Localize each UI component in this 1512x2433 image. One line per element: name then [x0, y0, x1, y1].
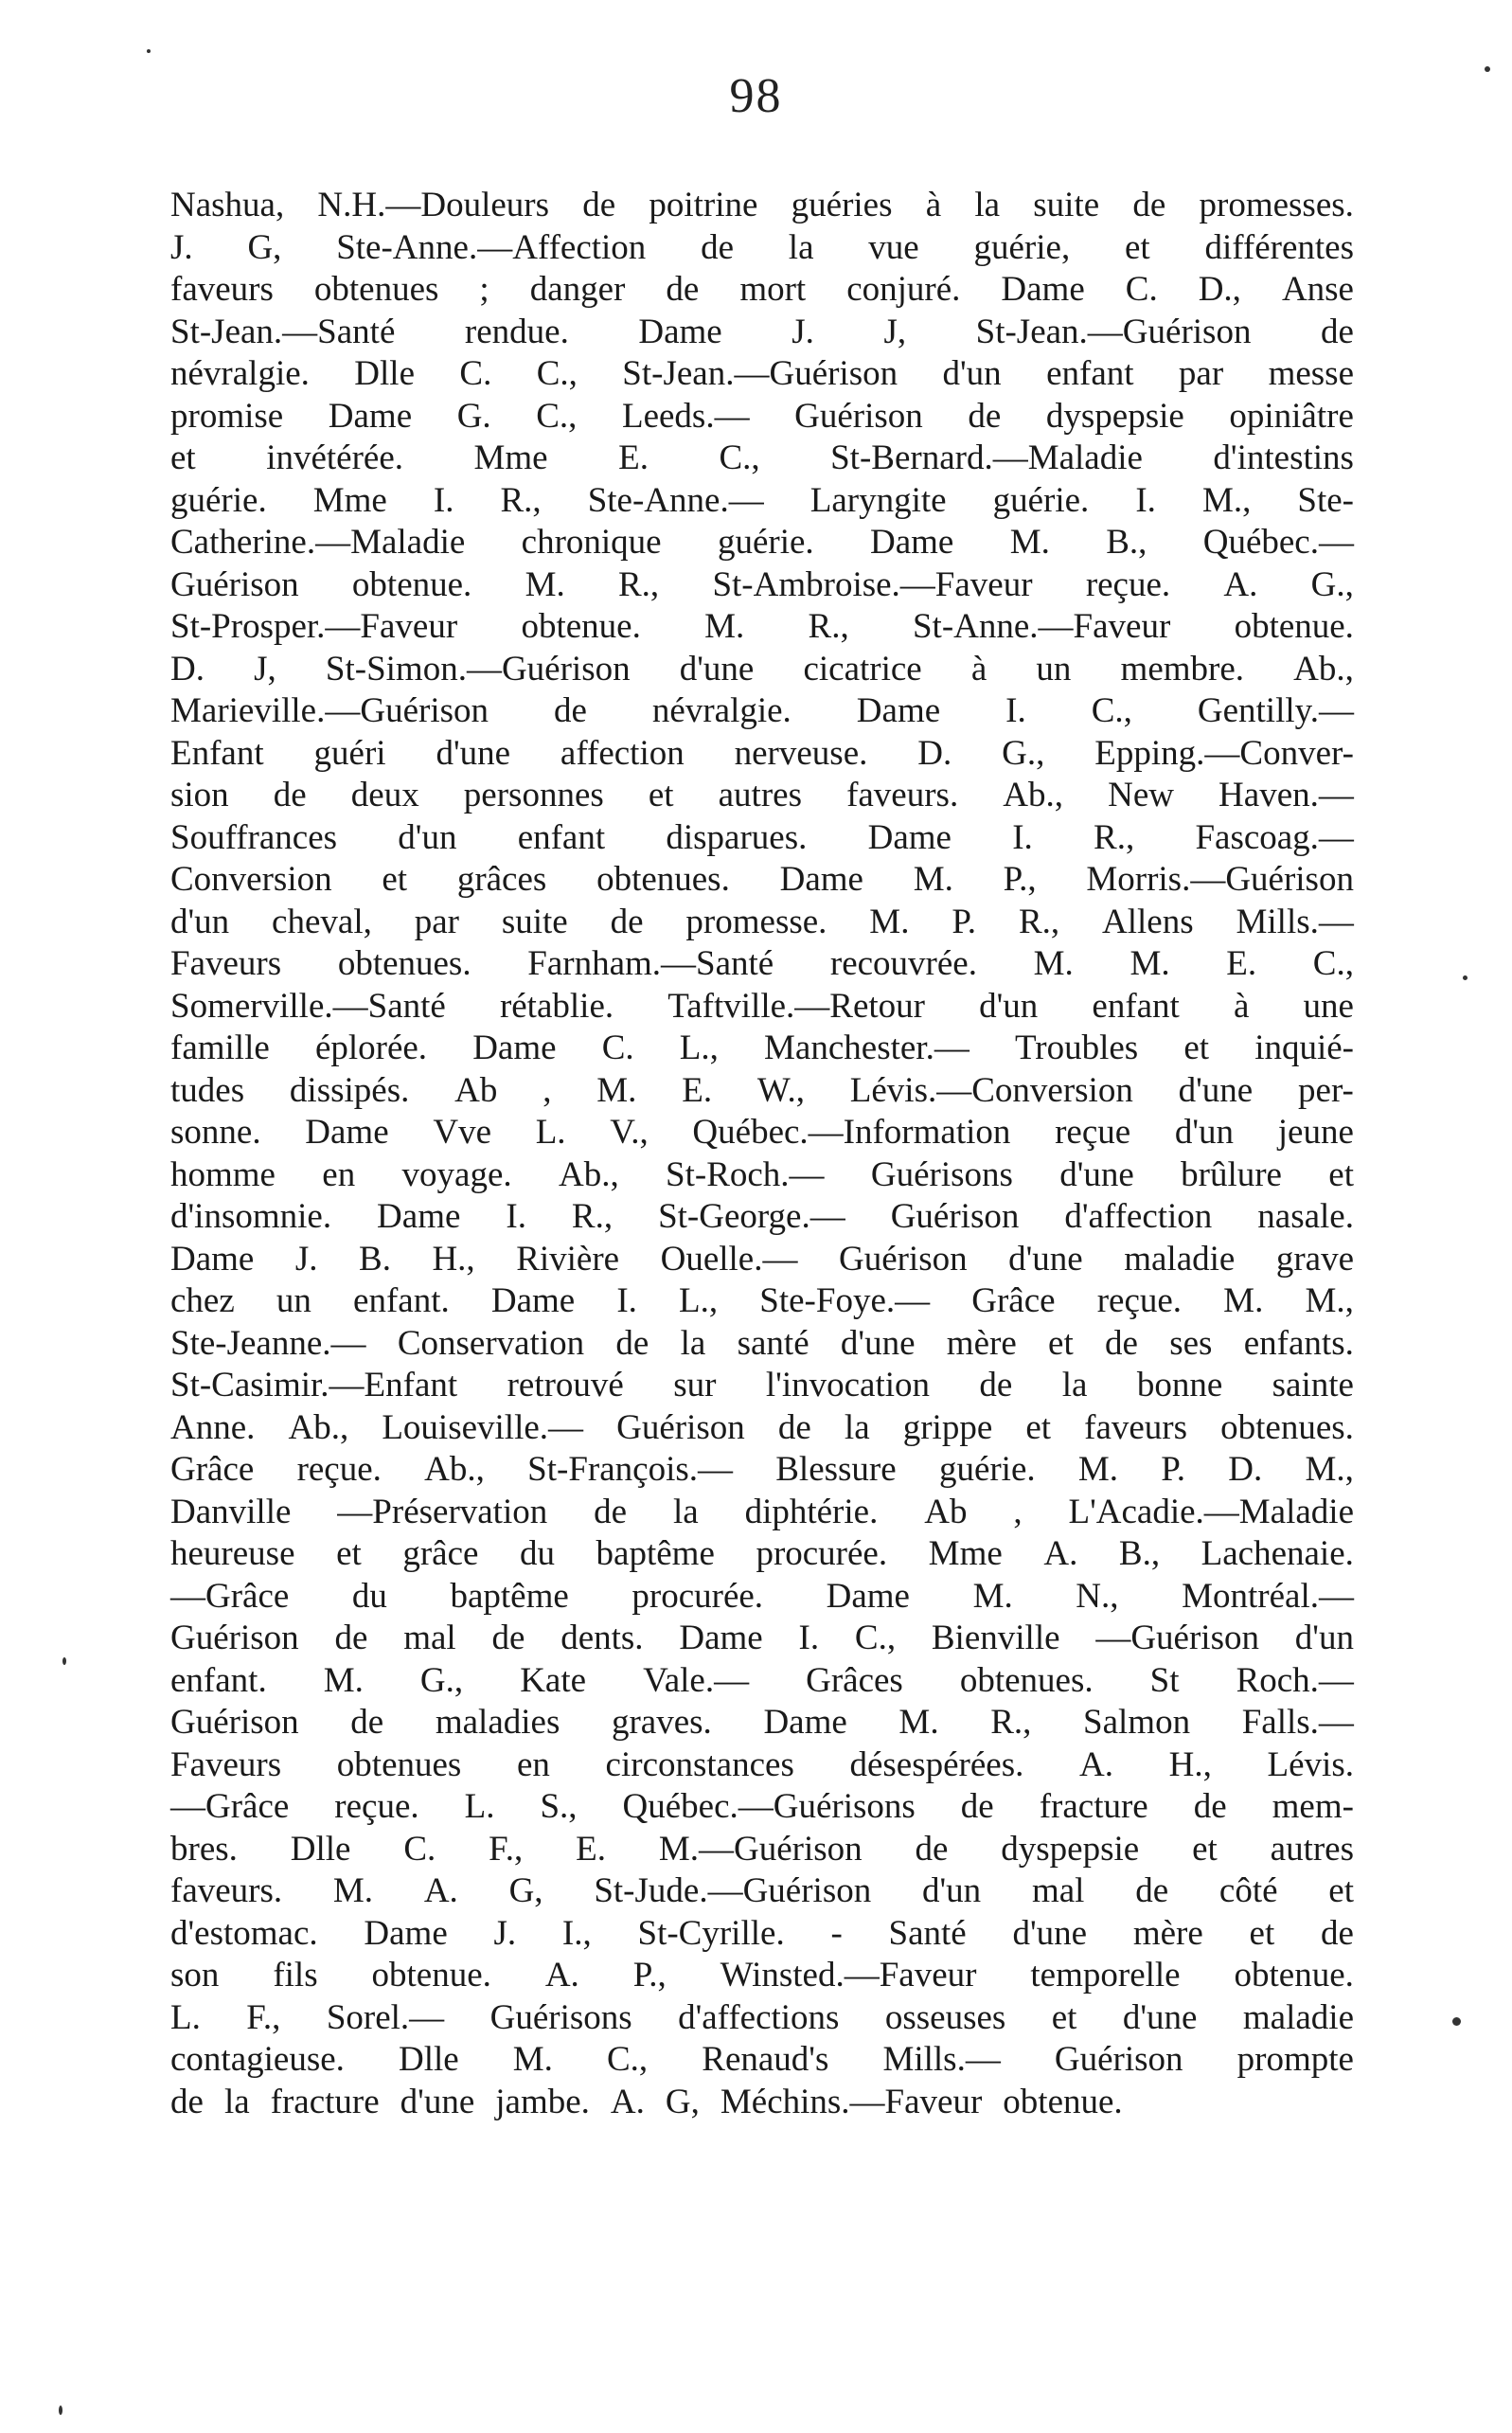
scan-speck [59, 2406, 62, 2415]
text-line: Guérison obtenue. M. R., St-Ambroise.—Faveur reçue. A. G., [170, 564, 1354, 604]
text-line: d'estomac. Dame J. I., St-Cyrille. - Santé d'une mère et de [170, 1913, 1354, 1953]
text-line: bres. Dlle C. F., E. M.—Guérison de dyspepsie et autres [170, 1829, 1354, 1869]
text-line: —Grâce du baptême procurée. Dame M. N., Montréal.— [170, 1576, 1354, 1616]
text-line: Danville —Préservation de la diphtérie. Ab , L'Acadie.—Maladie [170, 1492, 1354, 1531]
text-line: famille éplorée. Dame C. L., Manchester.— Troubles et inquié- [170, 1029, 1354, 1067]
scan-speck [62, 1657, 66, 1665]
scan-speck [147, 49, 151, 53]
text-line: homme en voyage. Ab., St-Roch.— Guérisons d'une brûlure et [170, 1154, 1354, 1194]
text-line: guérie. Mme I. R., Ste-Anne.— Laryngite guérie. I. M., Ste- [170, 480, 1354, 520]
text-line: Catherine.—Maladie chronique guérie. Dame M. B., Québec.— [170, 523, 1354, 562]
text-line: sonne. Dame Vve L. V., Québec.—Information reçue d'un jeune [170, 1113, 1354, 1152]
text-line: promise Dame G. C., Leeds.— Guérison de dyspepsie opiniâtre [170, 396, 1354, 436]
text-line: St-Casimir.—Enfant retrouvé sur l'invocation de la bonne sainte [170, 1366, 1354, 1404]
text-line: sion de deux personnes et autres faveurs. Ab., New Haven.— [170, 776, 1354, 814]
text-line: Guérison de mal de dents. Dame I. C., Bienville —Guérison d'un [170, 1619, 1354, 1657]
text-line: heureuse et grâce du baptême procurée. Mme A. B., Lachenaie. [170, 1534, 1354, 1573]
text-line: —Grâce reçue. L. S., Québec.—Guérisons de fracture de mem- [170, 1787, 1354, 1826]
text-line: Ste-Jeanne.— Conservation de la santé d'une mère et de ses enfants. [170, 1323, 1354, 1363]
text-line: chez un enfant. Dame I. L., Ste-Foye.— Grâce reçue. M. M., [170, 1281, 1354, 1320]
text-line: contagieuse. Dlle M. C., Renaud's Mills.— Guérison prompte [170, 2040, 1354, 2079]
text-line: St-Prosper.—Faveur obtenue. M. R., St-Anne.—Faveur obtenue. [170, 607, 1354, 646]
text-line: Grâce reçue. Ab., St-François.— Blessure guérie. M. P. D. M., [170, 1450, 1354, 1489]
text-line: Dame J. B. H., Rivière Ouelle.— Guérison d'une maladie grave [170, 1239, 1354, 1279]
text-line: Marieville.—Guérison de névralgie. Dame I. C., Gentilly.— [170, 691, 1354, 730]
text-line: J. G, Ste-Anne.—Affection de la vue guérie, et différentes [170, 227, 1354, 267]
scan-speck [1452, 2017, 1461, 2026]
scan-speck [1485, 66, 1490, 72]
text-line: névralgie. Dlle C. C., St-Jean.—Guérison d'un enfant par messe [170, 354, 1354, 393]
text-line: Enfant guéri d'une affection nerveuse. D. G., Epping.—Conver- [170, 733, 1354, 773]
text-line: Faveurs obtenues en circonstances désespérées. A. H., Lévis. [170, 1744, 1354, 1784]
text-line: tudes dissipés. Ab , M. E. W., Lévis.—Conversion d'une per- [170, 1070, 1354, 1110]
text-line: faveurs obtenues ; danger de mort conjuré. Dame C. D., Anse [170, 270, 1354, 309]
text-line: L. F., Sorel.— Guérisons d'affections osseuses et d'une maladie [170, 1997, 1354, 2037]
text-line: d'un cheval, par suite de promesse. M. P. R., Allens Mills.— [170, 902, 1354, 941]
text-line: Guérison de maladies graves. Dame M. R., Salmon Falls.— [170, 1703, 1354, 1742]
text-line: d'insomnie. Dame I. R., St-George.— Guérison d'affection nasale. [170, 1197, 1354, 1236]
text-line: de la fracture d'une jambe. A. G, Méchins.—Faveur obtenue. [170, 2082, 1123, 2121]
text-line: Conversion et grâces obtenues. Dame M. P., Morris.—Guérison [170, 860, 1354, 899]
text-line: Faveurs obtenues. Farnham.—Santé recouvrée. M. M. E. C., [170, 944, 1354, 983]
page-number: 98 [729, 69, 783, 123]
text-line: faveurs. M. A. G, St-Jude.—Guérison d'un mal de côté et [170, 1871, 1354, 1910]
text-line: et invétérée. Mme E. C., St-Bernard.—Maladie d'intestins [170, 438, 1354, 477]
text-line: St-Jean.—Santé rendue. Dame J. J, St-Jean.—Guérison de [170, 312, 1354, 351]
body-text [170, 185, 1354, 2123]
text-line: D. J, St-Simon.—Guérison d'une cicatrice à un membre. Ab., [170, 649, 1354, 689]
scan-speck [1463, 975, 1468, 980]
text-line: son fils obtenue. A. P., Winsted.—Faveur temporelle obtenue. [170, 1956, 1354, 1995]
text-line: enfant. M. G., Kate Vale.— Grâces obtenues. St Roch.— [170, 1660, 1354, 1700]
text-line: Nashua, N.H.—Douleurs de poitrine guéries à la suite de promesses. [170, 186, 1354, 224]
text-line: Somerville.—Santé rétablie. Taftville.—Retour d'un enfant à une [170, 986, 1354, 1026]
text-line: Souffrances d'un enfant disparues. Dame I. R., Fascoag.— [170, 817, 1354, 857]
text-line: Anne. Ab., Louiseville.— Guérison de la grippe et faveurs obtenues. [170, 1407, 1354, 1447]
